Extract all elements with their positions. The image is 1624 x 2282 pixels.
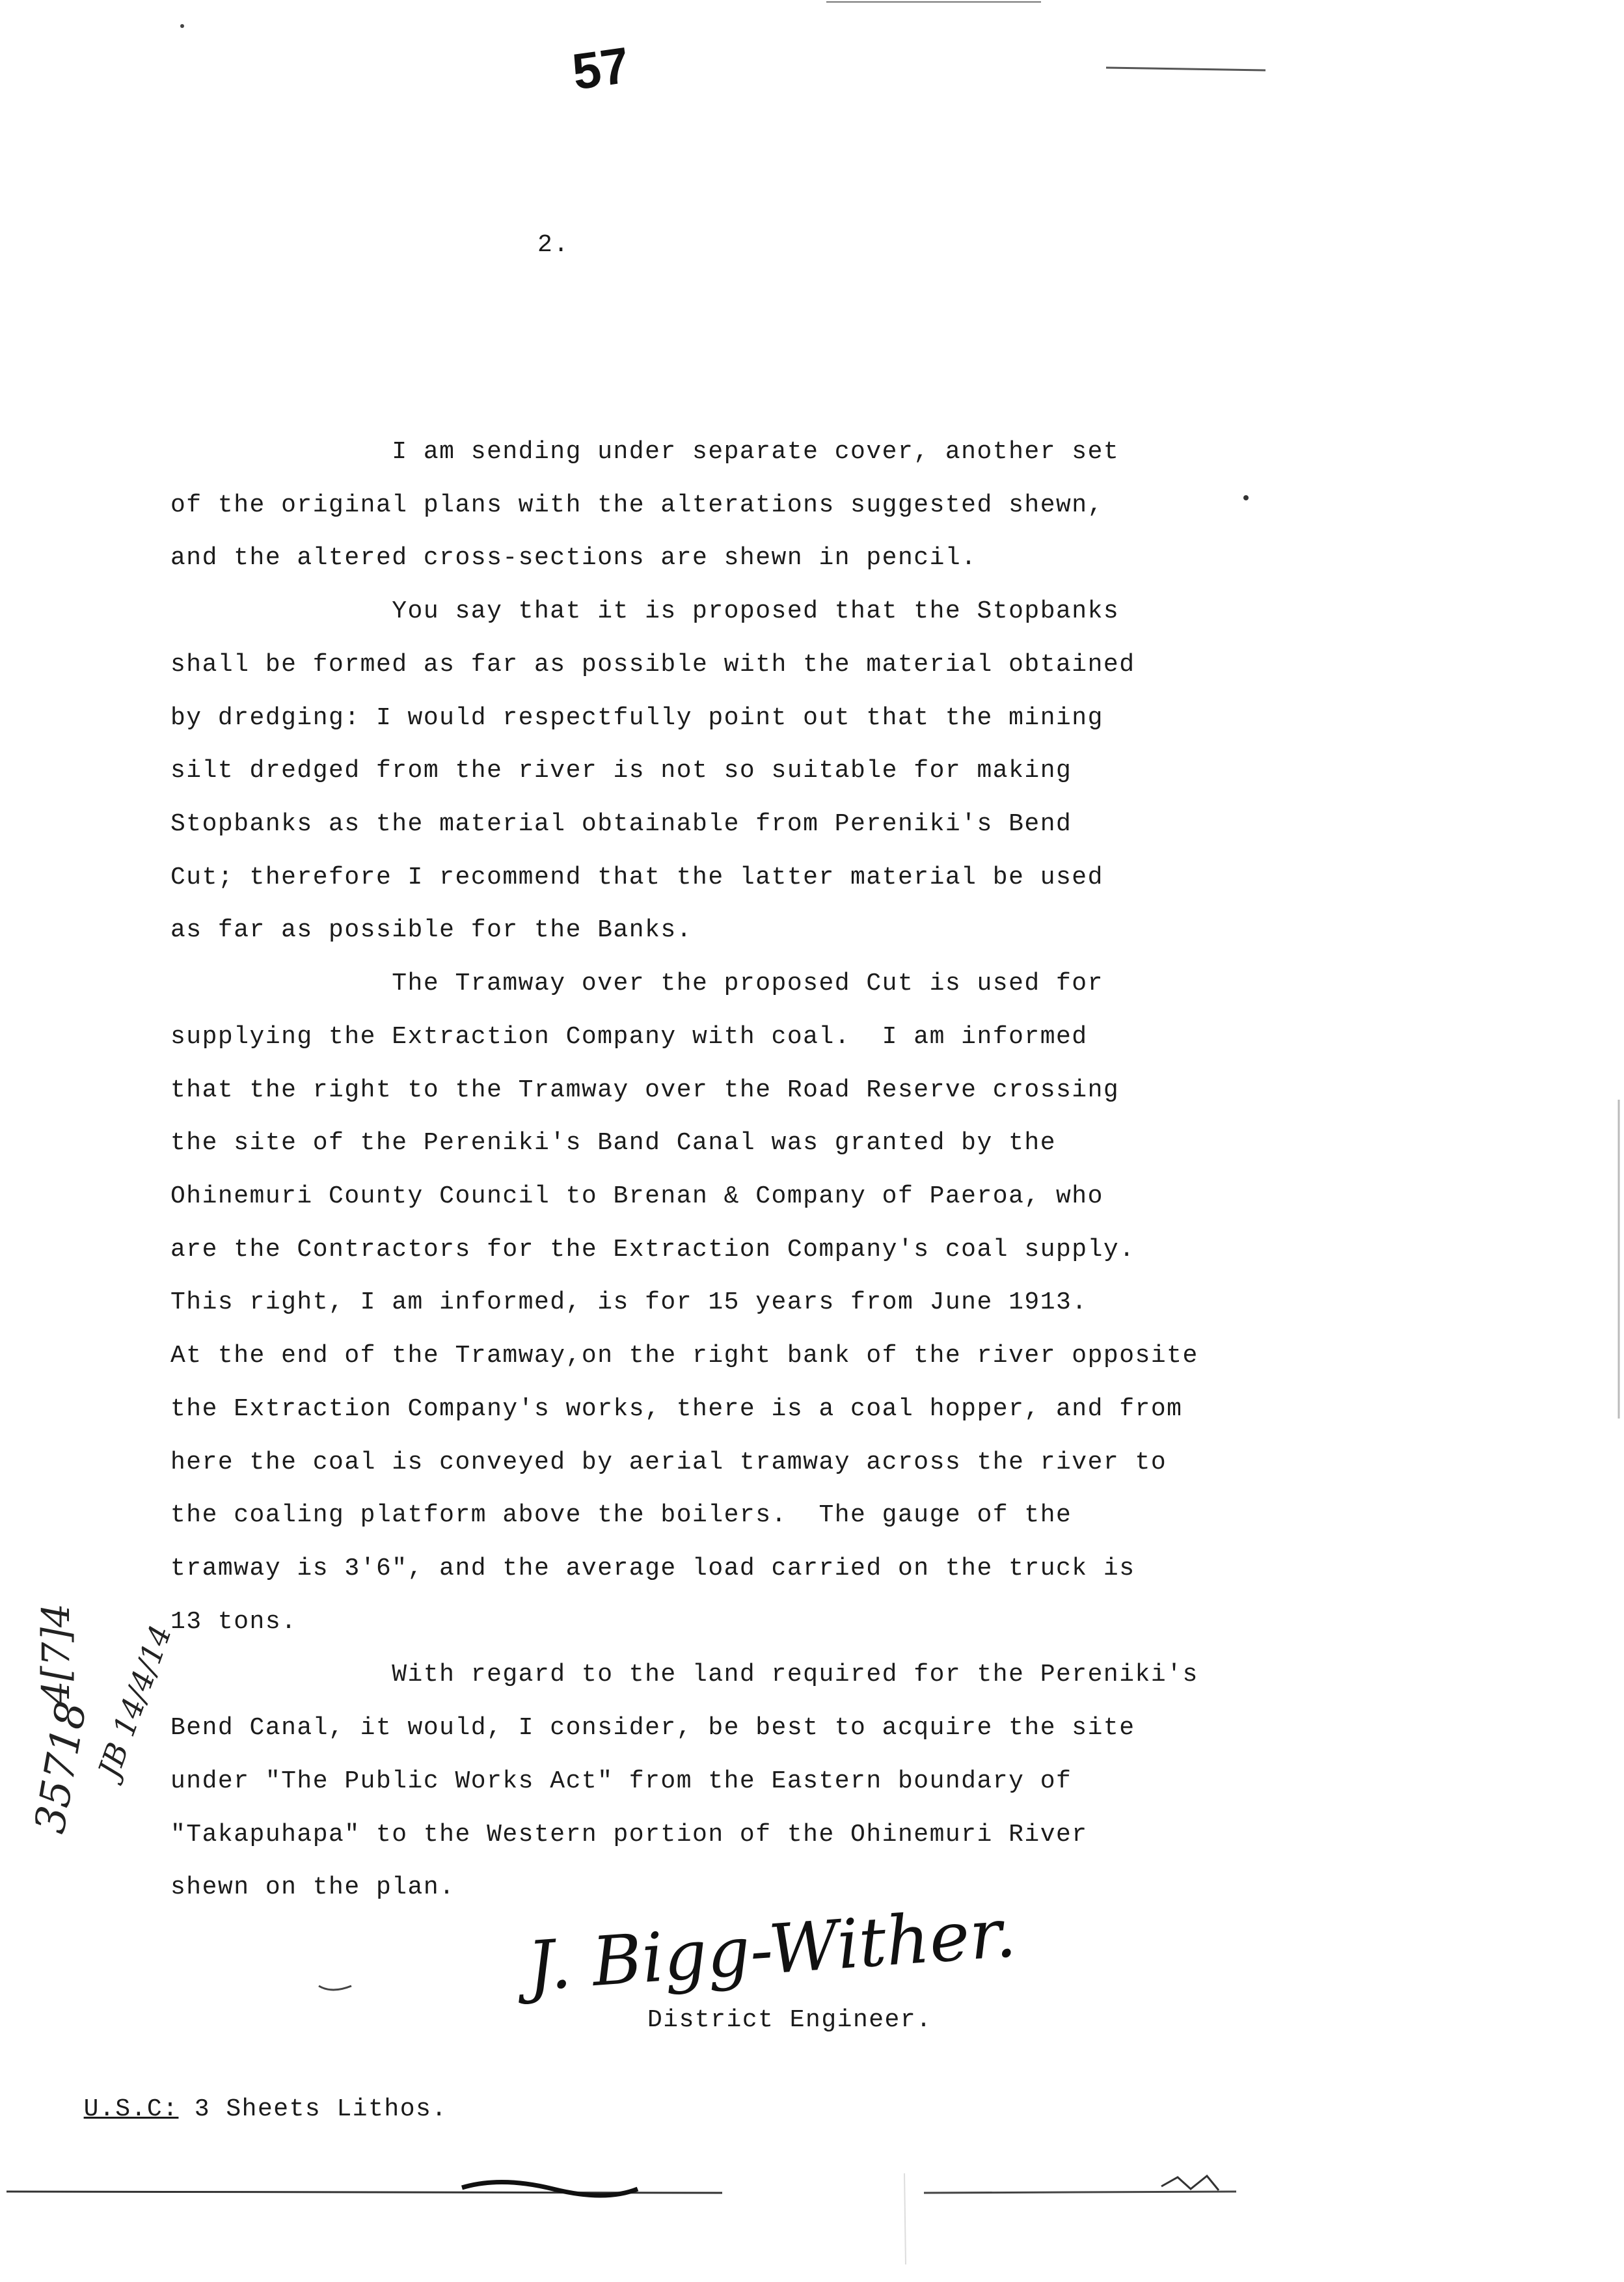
text-line: as far as possible for the Banks. <box>170 916 693 944</box>
text-line: the Extraction Company's works, there is a coal hopper, and from <box>170 1395 1183 1423</box>
text-line: This right, I am informed, is for 15 years from June 1913. <box>170 1288 1088 1316</box>
text-line: of the original plans with the alterations suggested shewn, <box>170 491 1103 519</box>
text-line: here the coal is conveyed by aerial tramway across the river to <box>170 1448 1167 1476</box>
enclosure-text: 3 Sheets Lithos. <box>178 2095 448 2123</box>
text-line: With regard to the land required for the Pereniki's <box>170 1661 1198 1689</box>
text-line: Stopbanks as the material obtainable from Pereniki's Bend <box>170 810 1072 838</box>
text-line: the site of the Pereniki's Band Canal was granted by the <box>170 1129 1057 1157</box>
text-line: At the end of the Tramway,on the right bank of the river opposite <box>170 1342 1198 1370</box>
text-line: under "The Public Works Act" from the Eastern boundary of <box>170 1767 1072 1795</box>
folio-stamp: 57 <box>569 36 633 101</box>
handwritten-signature: J. Bigg-Wither. <box>524 1892 1019 2007</box>
text-line: the coaling platform above the boilers. The gauge of the <box>170 1501 1072 1529</box>
margin-note-number: 35718 <box>26 1698 97 1837</box>
text-line: "Takapuhapa" to the Western portion of the Ohinemuri River <box>170 1821 1088 1849</box>
enclosure-label: U.S.C: <box>83 2095 179 2123</box>
text-line: are the Contractors for the Extraction Company's coal supply. <box>170 1236 1135 1264</box>
text-line: You say that it is proposed that the Stopbanks <box>170 597 1120 625</box>
margin-note-ref: 4[7]4 <box>34 1603 78 1705</box>
page-number: 2. <box>537 231 570 259</box>
text-line: Bend Canal, it would, I consider, be best to acquire the site <box>170 1714 1135 1742</box>
text-line: shewn on the plan. <box>170 1873 455 1901</box>
text-line: by dredging: I would respectfully point out that the mining <box>170 704 1103 732</box>
text-line: and the altered cross-sections are shewn in pencil. <box>170 544 977 572</box>
text-line: that the right to the Tramway over the Road Reserve crossing <box>170 1076 1120 1104</box>
text-line: silt dredged from the river is not so suitable for making <box>170 757 1072 785</box>
text-line: shall be formed as far as possible with the material obtained <box>170 651 1135 679</box>
text-line: I am sending under separate cover, another set <box>170 438 1120 466</box>
text-line: Cut; therefore I recommend that the latter material be used <box>170 863 1103 891</box>
text-line: tramway is 3'6", and the average load carried on the truck is <box>170 1555 1135 1582</box>
text-line: 13 tons. <box>170 1608 297 1636</box>
text-line: Ohinemuri County Council to Brenan & Company of Paeroa, who <box>170 1182 1103 1210</box>
text-line: The Tramway over the proposed Cut is used for <box>170 970 1103 998</box>
text-line: supplying the Extraction Company with coal. I am informed <box>170 1023 1088 1051</box>
margin-note-initials: JB 14/4/14 <box>91 1620 179 1782</box>
signatory-title: District Engineer. <box>647 2006 932 2034</box>
